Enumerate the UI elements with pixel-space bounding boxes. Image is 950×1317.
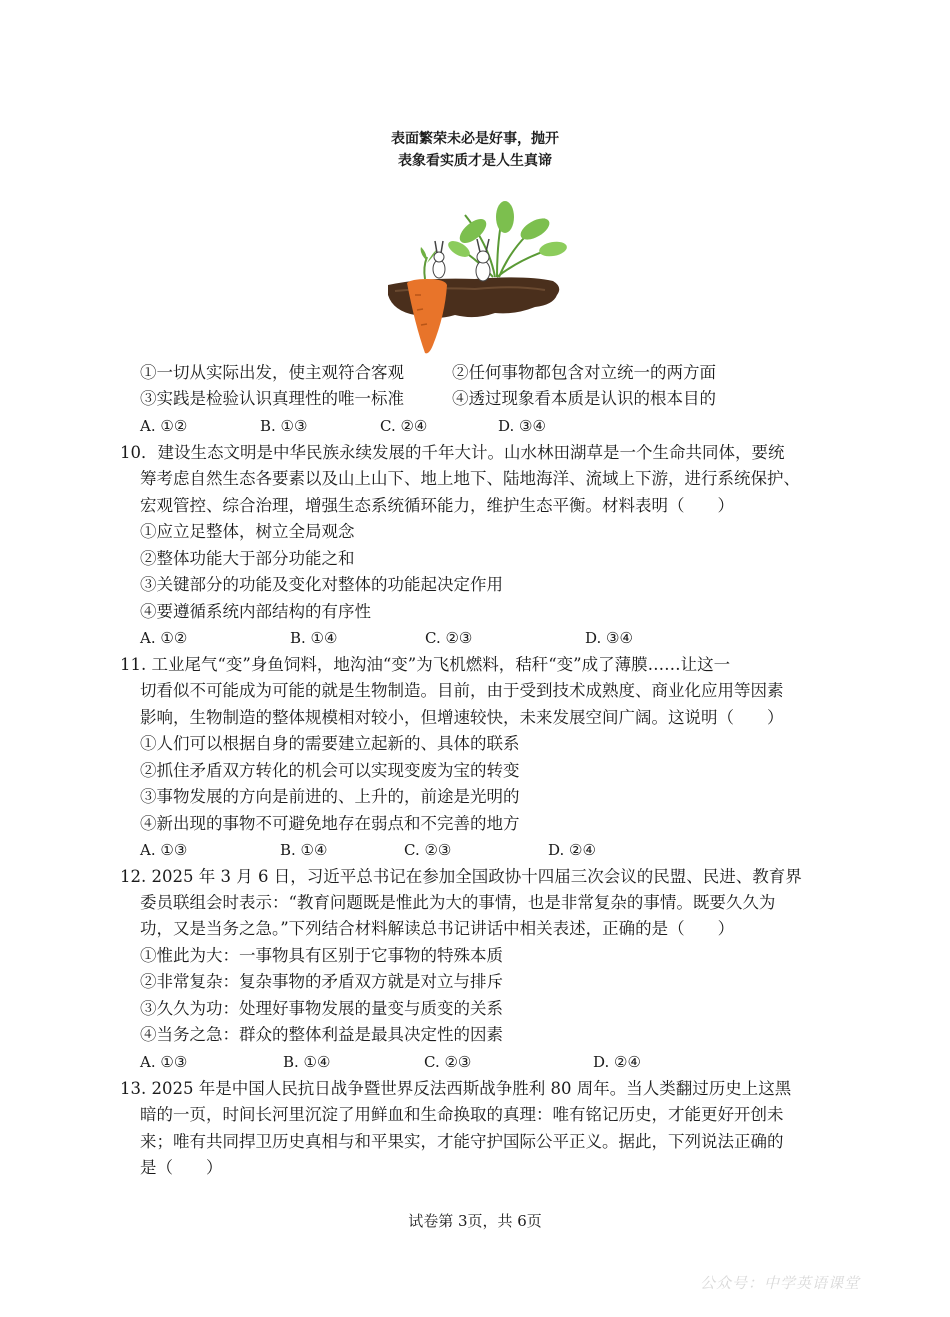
- q11-statement-2: ②抓住矛盾双方转化的机会可以实现变废为宝的转变: [140, 761, 520, 780]
- q10-stem-line-2: 筹考虑自然生态各要素以及山上山下、地上地下、陆地海洋、流域上下游，进行系统保护、: [140, 469, 800, 488]
- q11-option-a[interactable]: A. ①③: [140, 841, 188, 859]
- q11-statement-4: ④新出现的事物不可避免地存在弱点和不完善的地方: [140, 814, 520, 833]
- q9-option-b[interactable]: B. ①③: [260, 417, 308, 435]
- q12-stem-line-2: 委员联组会时表示：“教育问题既是惟此为大的事情，也是非常复杂的事情。既要久久为: [140, 893, 776, 912]
- q9-option-a[interactable]: A. ①②: [140, 417, 188, 435]
- q12-option-c[interactable]: C. ②③: [424, 1053, 472, 1071]
- q13-stem-line-2: 暗的一页，时间长河里沉淀了用鲜血和生命换取的真理：唯有铭记历史，才能更好开创未: [140, 1105, 784, 1124]
- q11-stem-line-3: 影响，生物制造的整体规模相对较小，但增速较快，未来发展空间广阔。这说明（ ）: [140, 708, 784, 727]
- q11-stem-line-2: 切看似不可能成为可能的就是生物制造。目前，由于受到技术成熟度、商业化应用等因素: [140, 681, 784, 700]
- q10-statement-4: ④要遵循系统内部结构的有序性: [140, 602, 371, 621]
- q10-statement-1: ①应立足整体，树立全局观念: [140, 522, 355, 541]
- watermark: 公众号：中学英语课堂: [700, 1274, 861, 1292]
- q10-stem-line-3: 宏观管控、综合治理，增强生态系统循环能力，维护生态平衡。材料表明（ ）: [140, 496, 734, 515]
- q9-statement-2: ②任何事物都包含对立统一的两方面: [452, 363, 716, 382]
- q10-option-a[interactable]: A. ①②: [140, 629, 188, 647]
- q13-stem-line-1: 13. 2025 年是中国人民抗日战争暨世界反法西斯战争胜利 80 周年。当人类翻过历史上这黑: [120, 1079, 792, 1098]
- q12-statement-1: ①惟此为大：一事物具有区别于它事物的特殊本质: [140, 946, 503, 965]
- q11-option-c[interactable]: C. ②③: [404, 841, 452, 859]
- page-footer: 试卷第 3页，共 6页: [408, 1212, 542, 1230]
- q12-option-a[interactable]: A. ①③: [140, 1053, 188, 1071]
- q12-statement-2: ②非常复杂：复杂事物的矛盾双方就是对立与排斥: [140, 972, 503, 991]
- q10-option-b[interactable]: B. ①④: [290, 629, 338, 647]
- q10-stem-line-1: 10．建设生态文明是中华民族永续发展的千年大计。山水林田湖草是一个生命共同体，要统: [120, 443, 785, 462]
- q13-stem-line-3: 来；唯有共同捍卫历史真相与和平果实，才能守护国际公平正义。据此，下列说法正确的: [140, 1132, 784, 1151]
- q12-statement-3: ③久久为功：处理好事物发展的量变与质变的关系: [140, 999, 503, 1018]
- q9-option-c[interactable]: C. ②④: [380, 417, 428, 435]
- q12-stem-line-1: 12. 2025 年 3 月 6 日，习近平总书记在参加全国政协十四届三次会议的民盟、民进、教育界: [120, 867, 802, 886]
- q13-stem-line-4: 是（ ）: [140, 1158, 223, 1177]
- q9-statement-3: ③实践是检验认识真理性的唯一标准: [140, 389, 404, 408]
- q11-option-d[interactable]: D. ②④: [548, 841, 596, 859]
- q11-statement-3: ③事物发展的方向是前进的、上升的，前途是光明的: [140, 787, 520, 806]
- q12-statement-4: ④当务之急：群众的整体利益是最具决定性的因素: [140, 1025, 503, 1044]
- q12-option-d[interactable]: D. ②④: [593, 1053, 641, 1071]
- cartoon-caption: [330, 128, 620, 172]
- caption-line-2: 表象看实质才是人生真谛: [398, 153, 552, 169]
- q12-option-b[interactable]: B. ①④: [283, 1053, 331, 1071]
- carrot-rabbit-cartoon: [385, 195, 585, 357]
- q10-statement-3: ③关键部分的功能及变化对整体的功能起决定作用: [140, 575, 503, 594]
- q10-statement-2: ②整体功能大于部分功能之和: [140, 549, 355, 568]
- q9-statement-1: ①一切从实际出发，使主观符合客观: [140, 363, 404, 382]
- q10-option-c[interactable]: C. ②③: [425, 629, 473, 647]
- caption-line-1: 表面繁荣未必是好事，抛开: [391, 131, 559, 147]
- q11-statement-1: ①人们可以根据自身的需要建立起新的、具体的联系: [140, 734, 520, 753]
- q11-option-b[interactable]: B. ①④: [280, 841, 328, 859]
- q12-stem-line-3: 功，又是当务之急。”下列结合材料解读总书记讲话中相关表述，正确的是（ ）: [140, 919, 735, 938]
- q9-option-d[interactable]: D. ③④: [498, 417, 546, 435]
- q9-statement-4: ④透过现象看本质是认识的根本目的: [452, 389, 716, 408]
- q11-stem-line-1: 11. 工业尾气“变”身鱼饲料，地沟油“变”为飞机燃料，秸秆“变”成了薄膜……让这一: [120, 655, 731, 674]
- q10-option-d[interactable]: D. ③④: [585, 629, 633, 647]
